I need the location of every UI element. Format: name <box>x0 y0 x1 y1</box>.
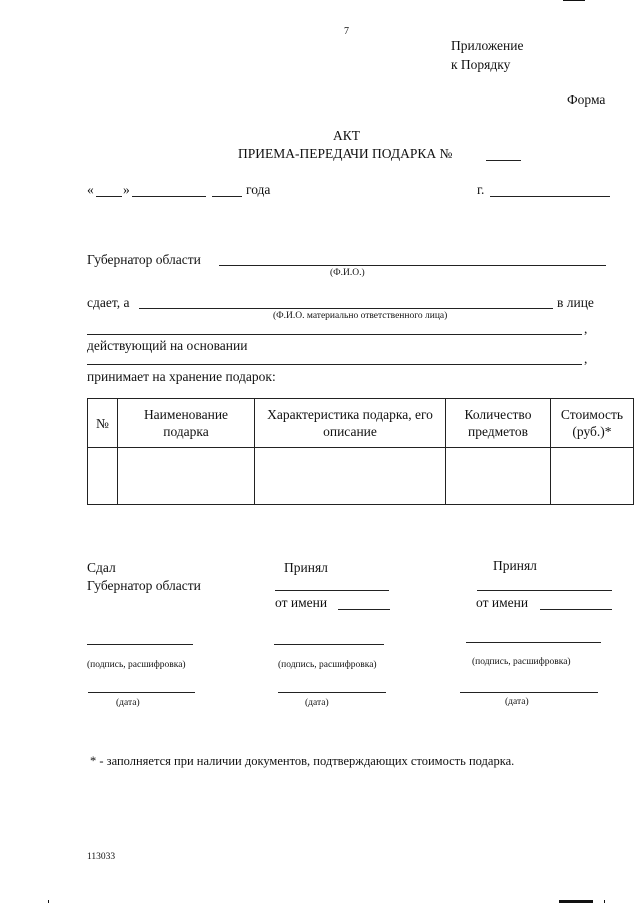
responsible-caption: (Ф.И.О. материально ответственного лица) <box>273 311 448 321</box>
governor-label: Губернатор области <box>87 252 201 267</box>
day-line <box>96 196 122 197</box>
accepted-line-1 <box>275 590 389 591</box>
date-line-1 <box>88 692 195 693</box>
date-caption-1: (дата) <box>116 698 140 708</box>
form-label: Форма <box>567 92 606 107</box>
basis-line <box>87 364 582 365</box>
header-gift-description: Характеристика подарка, его описание <box>255 399 446 448</box>
table-cell-cost[interactable] <box>551 448 634 505</box>
header-quantity: Количество предметов <box>446 399 551 448</box>
handed-over-role: Губернатор области <box>87 578 201 593</box>
date-close-quote: » <box>123 182 130 197</box>
appendix-line-2: к Порядку <box>451 57 511 72</box>
title-transfer: ПРИЕМА-ПЕРЕДАЧИ ПОДАРКА № <box>238 146 453 161</box>
fio-caption: (Ф.И.О.) <box>330 268 365 278</box>
position-line <box>87 334 582 335</box>
table-cell-gift-name[interactable] <box>118 448 255 505</box>
table-cell-description[interactable] <box>255 448 446 505</box>
acting-basis-label: действующий на основании <box>87 338 248 353</box>
year-word: года <box>246 182 271 197</box>
hands-over-label: сдает, а <box>87 295 130 310</box>
signature-caption-2: (подпись, расшифровка) <box>278 660 377 670</box>
table-header-row <box>88 399 634 448</box>
date-caption-3: (дата) <box>505 697 529 707</box>
date-line-3 <box>460 692 598 693</box>
table-cell-quantity[interactable] <box>446 448 551 505</box>
table-row <box>88 448 634 505</box>
appendix-line-1: Приложение <box>451 38 524 53</box>
city-line <box>490 196 610 197</box>
accepted-label-2: Принял <box>493 558 537 573</box>
accepts-storage-label: принимает на хранение подарок: <box>87 369 276 384</box>
footnote: * - заполняется при наличии документов, подтверждающих стоимость подарка. <box>90 754 515 768</box>
act-number-line <box>486 160 521 161</box>
scan-mark-bottom-2 <box>604 900 605 903</box>
handed-over-label: Сдал <box>87 560 116 575</box>
signature-line-2 <box>274 644 384 645</box>
on-behalf-line-1 <box>338 609 390 610</box>
accepted-label-1: Принял <box>284 560 328 575</box>
date-caption-2: (дата) <box>305 698 329 708</box>
year-line <box>212 196 242 197</box>
scan-mark-bottom-left <box>48 900 49 903</box>
date-open-quote: « <box>87 182 94 197</box>
scan-mark-bottom <box>559 900 593 903</box>
signature-line-3 <box>466 642 601 643</box>
title-act: АКТ <box>333 128 360 143</box>
scan-mark-top <box>563 0 585 1</box>
city-prefix: г. <box>477 182 485 197</box>
header-gift-name: Наименование подарка <box>118 399 255 448</box>
governor-fio-line <box>219 265 606 266</box>
table-cell-number[interactable] <box>88 448 118 505</box>
signature-caption-3: (подпись, расшифровка) <box>472 657 571 667</box>
position-comma: , <box>584 321 588 336</box>
basis-comma: , <box>584 351 588 366</box>
on-behalf-label-2: от имени <box>476 595 529 610</box>
signature-line-1 <box>87 644 193 645</box>
month-line <box>132 196 206 197</box>
signature-caption-1: (подпись, расшифровка) <box>87 660 186 670</box>
on-behalf-label-1: от имени <box>275 595 328 610</box>
page-number: 7 <box>344 26 349 37</box>
accepted-line-2 <box>477 590 612 591</box>
on-behalf-line-2 <box>540 609 612 610</box>
document-code: 113033 <box>87 852 116 862</box>
header-cost: Стоимость (руб.)* <box>551 399 634 448</box>
date-line-2 <box>278 692 386 693</box>
in-person-label: в лице <box>557 295 594 310</box>
header-number: № <box>88 399 118 448</box>
gift-table <box>87 398 634 505</box>
responsible-person-line <box>139 308 553 309</box>
